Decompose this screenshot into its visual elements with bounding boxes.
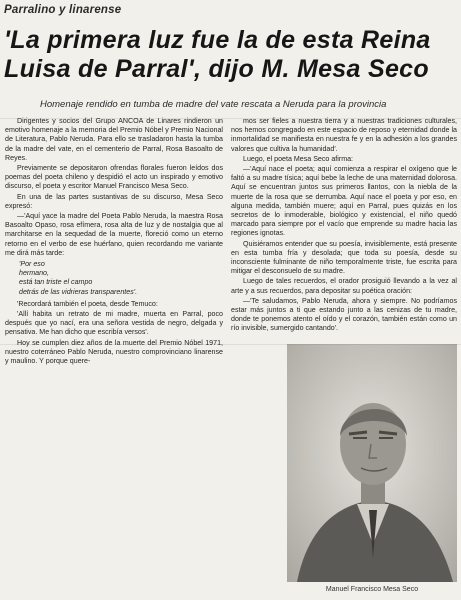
headline-line-1: 'La primera luz fue la de esta Reina [4,26,431,54]
verse-line: está tan triste el campo [19,278,93,287]
paragraph: Previamente se depositaron ofrendas florales fueron leídos dos poemas del poeta chileno y despidió el acto un inspirado y emotivo discurso, el poeta y escritor Manuel Francisco Mesa Seco. [5,164,223,191]
left-column [5,117,223,567]
paper-crease [0,118,461,119]
paper-crease [0,344,461,345]
paragraph: 'Recordará también el poeta, desde Temuco: [17,299,158,308]
paragraph: En una de las partes sustantivas de su discurso, Mesa Seco expresó: [5,192,223,210]
verse-line: detrás de las vidrieras transparentes'. [19,287,138,296]
verse-line: 'Por eso [19,260,45,269]
verse-line: hermano, [19,269,49,278]
paragraph: Hoy se cumplen diez años de la muerte del Premio Nóbel 1971, nuestro coterráneo Pablo Neruda, nuestro comprovinciano linarense y maulino. Y porque quere- [5,338,223,366]
kicker: Parralino y linarense [4,4,122,16]
portrait-photo-icon [287,344,457,582]
right-column [231,117,457,347]
paragraph: Luego, el poeta Mesa Seco afirma: [243,154,354,163]
paragraph: mos ser fieles a nuestra tierra y a nuestras tradiciones culturales, nos hemos congregado en este espacio de reposo y eternidad donde la inmortalidad se manifiesta en nuestra fe y en la adhesión a los grandes valores que cultiva la humanidad'. [231,117,457,153]
paragraph: —'Te saludamos, Pablo Neruda, ahora y siempre. No podríamos estar más juntos a ti que estando junto a las cenizas de tu madre, donde te ponemos atento el oído y el corazón, también están como un río invisible, sumergido cantando'. [231,296,457,333]
paragraph: —'Aquí nace el poeta; aquí comienza a respirar el oxígeno que le faltó a su madre tísica; aquí bebe la leche de una maternidad dolorosa. Aquí se encuentran juntos sus primeros llantos, con la niebla de la muerte de la rosa que se derrumba. Aquí nace el poeta y por eso, en alguna medida, también muere; aquí en Parral, pues quizás en los secretos de lo inmoderable, biológico y existencial, el niño quedó marcado para siempre por el vacío que emprende su madre hacia las regiones ignotas. [231,165,457,238]
paragraph: —'Aquí yace la madre del Poeta Pablo Neruda, la maestra Rosa Basoalto Opaso, rosa efímera, rosa alta de luz y de nostalgia que al marchitarse en la sequedad de la muerte, floreció como un eterno retorno en el verbo de ese huérfano, quien recordando me variante me dirá más tarde: [5,212,223,257]
paragraph: 'Allí habita un retrato de mi madre, muerta en Parral, poco después que yo nací, era una señora vestida de negro, delgada y pensativa. Me han dicho que escribía versos'. [5,310,223,337]
headline [4,26,459,84]
photo-caption: Manuel Francisco Mesa Seco [325,586,419,593]
headline-line-2: Luisa de Parral', dijo M. Mesa Seco [4,55,429,83]
paragraph: Luego de tales recuerdos, el orador prosiguió llevando a la vez al arte y a sus recuerdos, para depositar su poética oración: [231,277,457,295]
paragraph: Quisiéramos entender que su poesía, invisiblemente, está presente en esta tumba fría y desolada; que toda su poesía, desde su inconsciente fulminante de niño temporalmente triste, fue escrita para mitigar el desconsuelo de su madre. [231,239,457,276]
paragraph: Dirigentes y socios del Grupo ANCOA de Linares rindieron un emotivo homenaje a la memoria del Premio Nóbel y Premio Nacional de Literatura, Pablo Neruda. Para ello se trasladaron hasta la tumba de la madre del vate, en el cementerio de Parral, Rosa Basoalto de Reyes. [5,117,223,162]
subhead: Homenaje rendido en tumba de madre del vate rescata a Neruda para la provincia [40,99,387,110]
